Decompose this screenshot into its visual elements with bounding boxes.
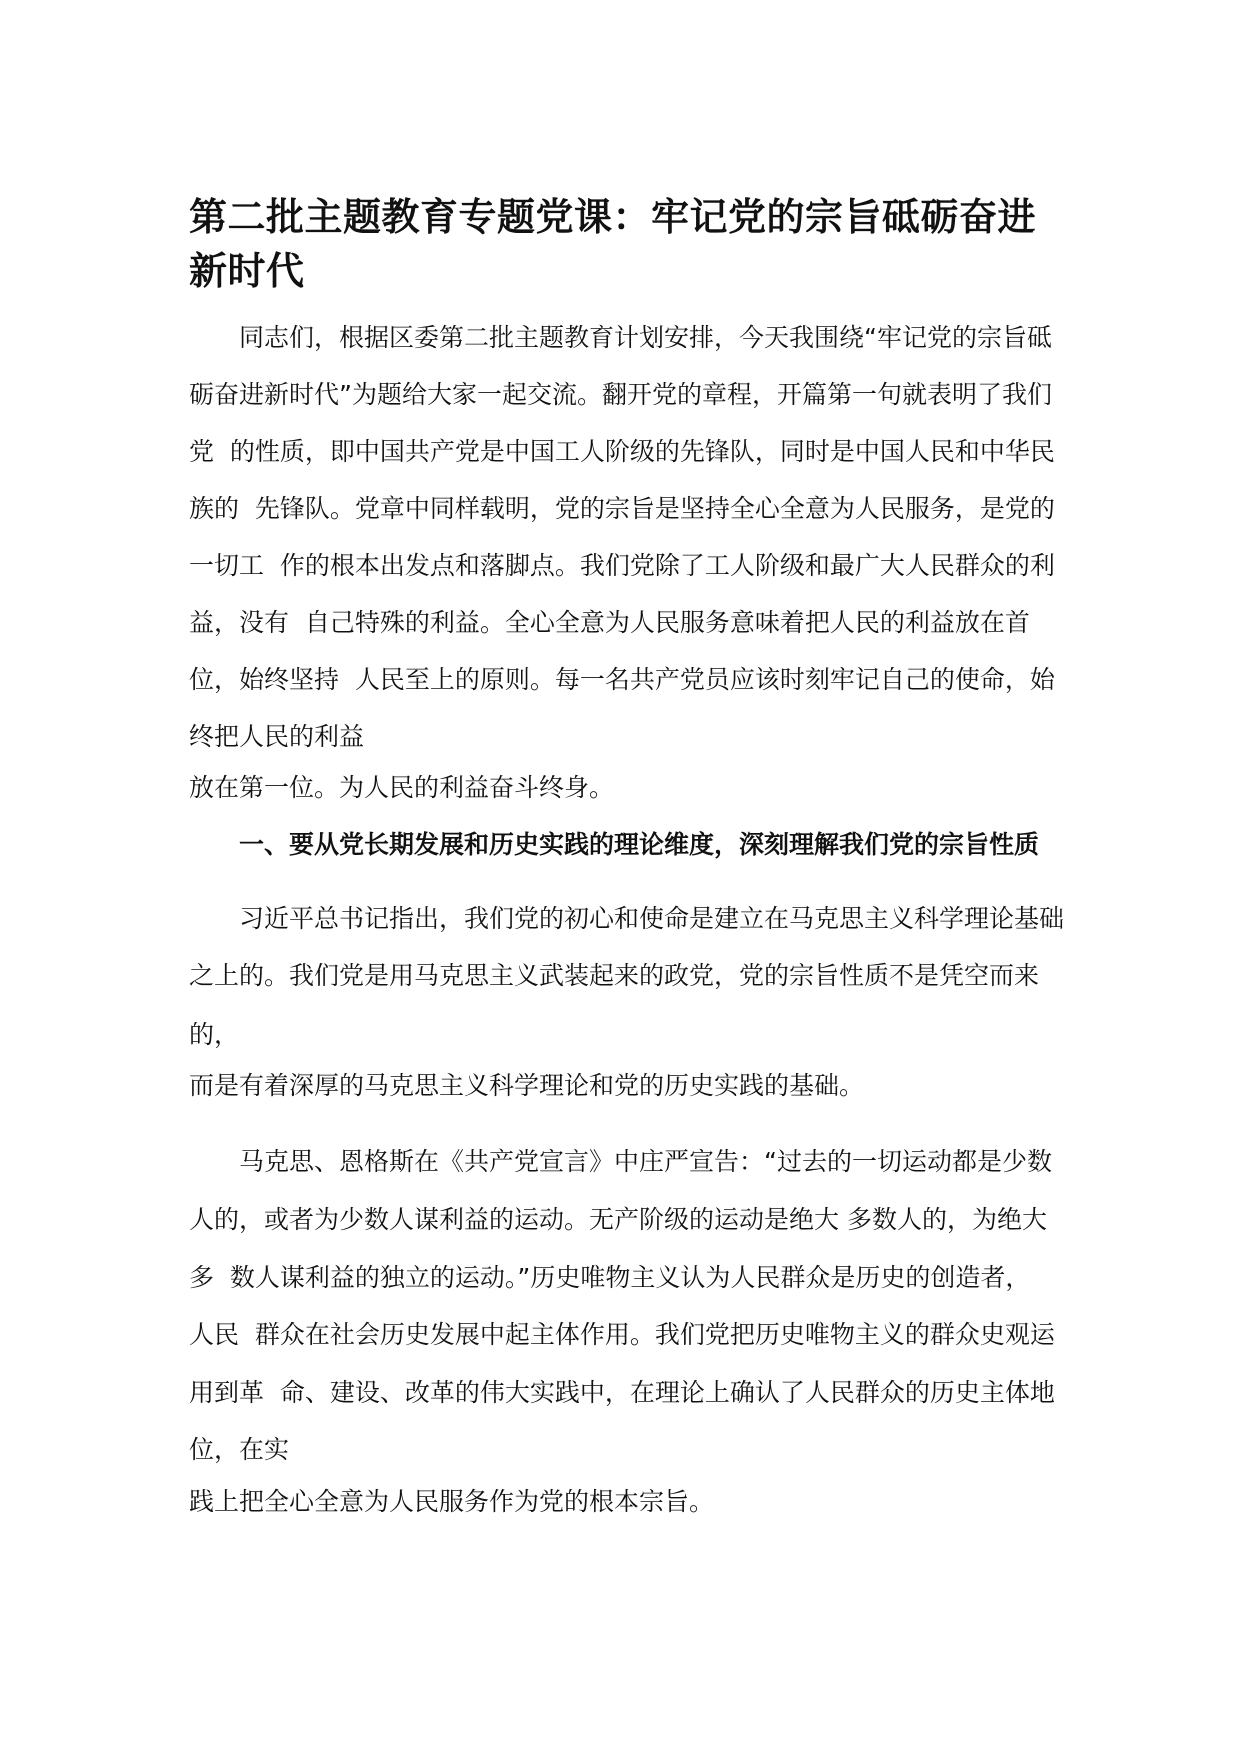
paragraph-3-line-1: 马克思、恩格斯在《共产党宣言》中庄严宣告：“过去的一切运动都是少数 (239, 1147, 1052, 1176)
paragraph-1-line-2: 砺奋进新时代”为题给大家一起交流。翻开党的章程，开篇第一句就表明了我们 (189, 380, 1052, 409)
paragraph-3-line-5: 用到革 命、建设、改革的伟大实践中，在理论上确认了人民群众的历史主体地 (189, 1378, 1055, 1407)
paragraph-3-line-3: 多 数人谋利益的独立的运动。”历史唯物主义认为人民群众是历史的创造者， (189, 1263, 1031, 1292)
paragraph-1-line-8: 终把人民的利益 (189, 722, 365, 751)
paragraph-2-line-4: 而是有着深厚的马克思主义科学理论和党的历史实践的基础。 (189, 1071, 865, 1100)
paragraph-1-line-1: 同志们，根据区委第二批主题教育计划安排，今天我围绕“牢记党的宗旨砥 (239, 323, 1052, 352)
paragraph-1-line-4: 族的 先锋队。党章中同样载明，党的宗旨是坚持全心全意为人民服务，是党的 (189, 494, 1055, 523)
paragraph-2-line-3: 的， (189, 1020, 240, 1049)
paragraph-2-line-1: 习近平总书记指出，我们党的初心和使命是建立在马克思主义科学理论基础 (239, 904, 1065, 933)
paragraph-3-line-6: 位，在实 (189, 1435, 290, 1464)
paragraph-3-line-7: 践上把全心全意为人民服务作为党的根本宗旨。 (189, 1487, 715, 1516)
paragraph-1-line-9: 放在第一位。为人民的利益奋斗终身。 (189, 773, 615, 802)
paragraph-1-line-5: 一切工 作的根本出发点和落脚点。我们党除了工人阶级和最广大人民群众的利 (189, 551, 1055, 580)
paragraph-2-line-2: 之上的。我们党是用马克思主义武装起来的政党，党的宗旨性质不是凭空而来 (189, 961, 1040, 990)
document-title: 第二批主题教育专题党课：牢记党的宗旨砥砺奋进新时代 (189, 195, 1037, 293)
paragraph-1-line-6: 益，没有 自己特殊的利益。全心全意为人民服务意味着把人民的利益放在首 (189, 608, 1030, 637)
paragraph-1-line-3: 党 的性质，即中国共产党是中国工人阶级的先锋队，同时是中国人民和中华民 (189, 437, 1055, 466)
section-heading-1: 一、要从党长期发展和历史实践的理论维度，深刻理解我们党的宗旨性质 (239, 830, 1040, 859)
paragraph-3-line-4: 人民 群众在社会历史发展中起主体作用。我们党把历史唯物主义的群众史观运 (189, 1320, 1055, 1349)
paragraph-3-line-2: 人的，或者为少数人谋利益的运动。无产阶级的运动是绝大 多数人的，为绝大 (189, 1205, 1047, 1234)
paragraph-1-line-7: 位，始终坚持 人民至上的原则。每一名共产党员应该时刻牢记自己的使命，始 (189, 665, 1055, 694)
